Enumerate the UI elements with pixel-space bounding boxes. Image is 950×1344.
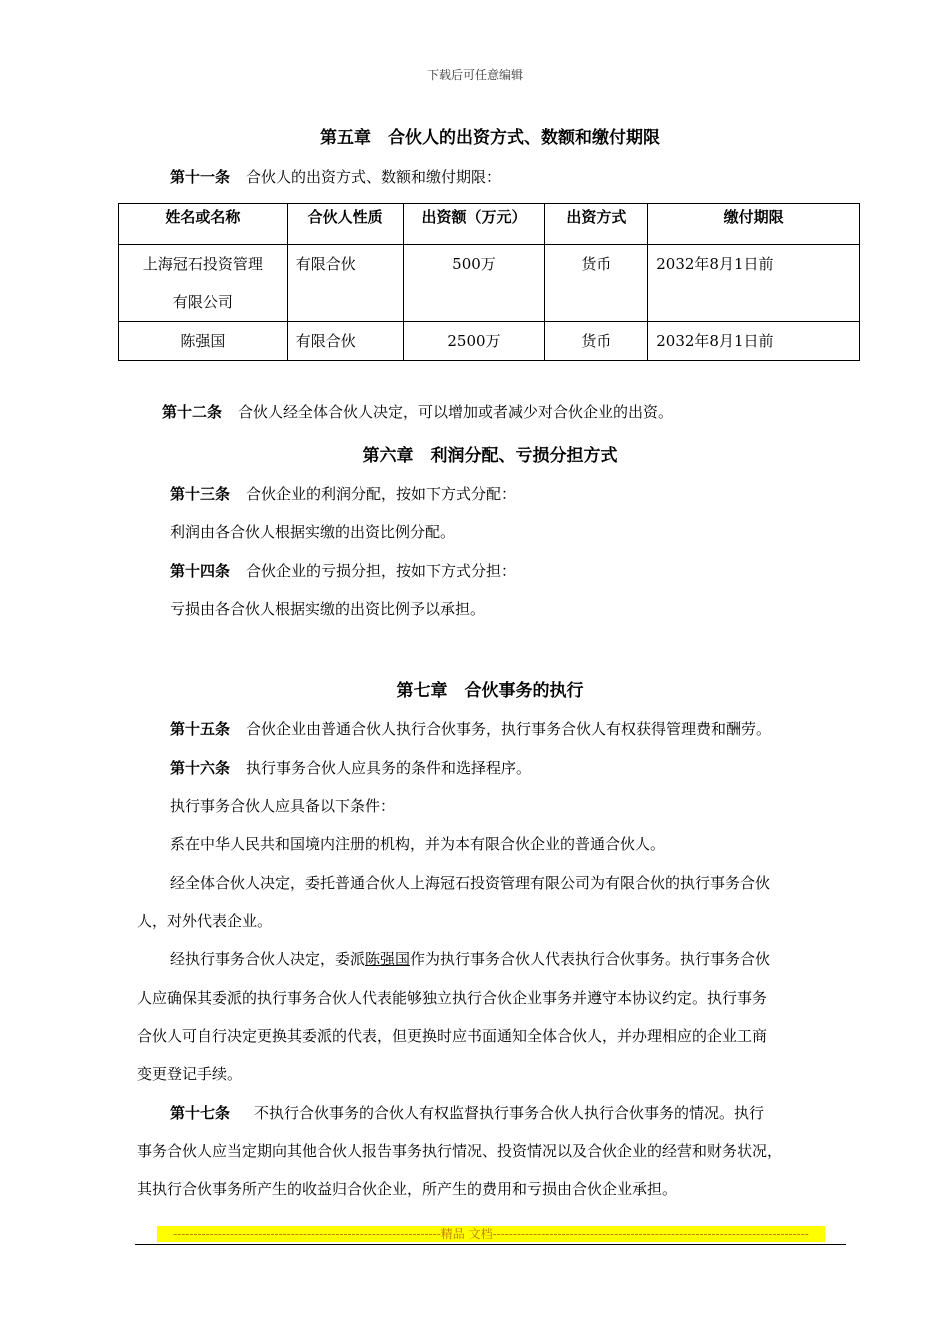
footer-text: 精品 文档	[440, 1227, 493, 1241]
article-15-label: 第十五条	[170, 720, 231, 738]
article-17-label: 第十七条	[170, 1104, 231, 1122]
partner-name-cell	[119, 245, 288, 322]
footer-dashes: ------------------------------------------------------------------------------	[492, 1227, 809, 1241]
article-16-text: 执行事务合伙人应具务的条件和选择程序。	[246, 759, 532, 777]
article-13-text: 合伙企业的利润分配，按如下方式分配：	[246, 485, 517, 503]
article-15	[170, 718, 771, 739]
article-14-label: 第十四条	[170, 562, 231, 580]
partner-nature-cell: 有限合伙	[287, 322, 403, 361]
article-12-text: 合伙人经全体合伙人决定，可以增加或者减少对合伙企业的出资。	[238, 403, 674, 421]
footer-dashes: ------------------------------------------------------------------	[173, 1227, 441, 1241]
table-header-cell: 出资方式	[545, 204, 648, 245]
table-row	[119, 322, 860, 361]
article-16-label: 第十六条	[170, 759, 231, 777]
article-16-paragraph: 经全体合伙人决定，委托普通合伙人上海冠石投资管理有限公司为有限合伙的执行事务合伙	[170, 874, 771, 892]
article-15-text: 合伙企业由普通合伙人执行合伙事务，执行事务合伙人有权获得管理费和酬劳。	[246, 720, 772, 738]
representative-name: 陈强国	[365, 950, 411, 968]
article-12-label: 第十二条	[162, 403, 223, 421]
partner-name-line: 上海冠石投资管理	[142, 255, 263, 273]
article-14-detail: 亏损由各合伙人根据实缴的出资比例予以承担。	[170, 600, 486, 618]
paragraph-text: 作为执行事务合伙人代表执行合伙事务。执行事务合伙	[410, 950, 771, 968]
page-header-note: 下载后可任意编辑	[426, 68, 523, 82]
table-header-cell: 缴付期限	[648, 204, 860, 245]
table-header-cell: 出资额（万元）	[403, 204, 545, 245]
article-16-paragraph: 变更登记手续。	[137, 1065, 243, 1083]
table-header-cell: 姓名或名称	[119, 204, 288, 245]
article-16-paragraph: 执行事务合伙人应具备以下条件：	[170, 797, 396, 815]
paragraph-text: 经执行事务合伙人决定，委派	[170, 950, 366, 968]
article-16-paragraph: 合伙人可自行决定更换其委派的代表，但更换时应书面通知全体合伙人，并办理相应的企业工商	[137, 1027, 768, 1045]
partner-method-cell: 货币	[545, 245, 648, 322]
partner-contribution-table	[118, 203, 860, 361]
partner-amount-cell: 2500万	[403, 322, 545, 361]
chapter-5-title: 第五章 合伙人的出资方式、数额和缴付期限	[320, 128, 660, 148]
article-13-label: 第十三条	[170, 485, 231, 503]
article-14-text: 合伙企业的亏损分担，按如下方式分担：	[246, 562, 517, 580]
partner-method-cell: 货币	[545, 322, 648, 361]
article-16-paragraph: 人应确保其委派的执行事务合伙人代表能够独立执行合伙企业事务并遵守本协议约定。执行事务	[137, 989, 768, 1007]
article-16-paragraph: 系在中华人民共和国境内注册的机构，并为本有限合伙企业的普通合伙人。	[170, 835, 666, 853]
table-header-cell: 合伙人性质	[287, 204, 403, 245]
article-17	[170, 1102, 764, 1123]
partner-nature-cell: 有限合伙	[287, 245, 403, 322]
partner-name-cell: 陈强国	[119, 322, 288, 361]
article-17-paragraph: 事务合伙人应当定期向其他合伙人报告事务执行情况、投资情况以及合伙企业的经营和财务状况，	[137, 1142, 783, 1160]
partner-name-line: 有限公司	[172, 293, 233, 311]
table-row	[119, 245, 860, 322]
article-14	[170, 560, 516, 581]
article-16	[170, 757, 531, 778]
article-17-text: 不执行合伙事务的合伙人有权监督执行事务合伙人执行合伙事务的情况。执行	[254, 1104, 765, 1122]
chapter-7-title: 第七章 合伙事务的执行	[396, 681, 584, 701]
partner-deadline-cell: 2032年8月1日前	[648, 245, 860, 322]
article-16-paragraph	[170, 948, 770, 969]
article-16-paragraph: 人，对外代表企业。	[137, 912, 273, 930]
article-13-detail: 利润由各合伙人根据实缴的出资比例分配。	[170, 523, 456, 541]
article-11	[170, 166, 501, 187]
article-11-label: 第十一条	[170, 168, 231, 186]
footer-rule	[135, 1244, 846, 1245]
chapter-6-title: 第六章 利润分配、亏损分担方式	[362, 446, 618, 466]
article-12	[162, 401, 673, 422]
partner-amount-cell: 500万	[403, 245, 545, 322]
article-13	[170, 483, 516, 504]
table-header-row	[119, 204, 860, 245]
partner-deadline-cell: 2032年8月1日前	[648, 322, 860, 361]
footer-banner	[157, 1226, 825, 1242]
article-17-paragraph: 其执行合伙事务所产生的收益归合伙企业，所产生的费用和亏损由合伙企业承担。	[137, 1180, 678, 1198]
article-11-text: 合伙人的出资方式、数额和缴付期限：	[246, 168, 502, 186]
